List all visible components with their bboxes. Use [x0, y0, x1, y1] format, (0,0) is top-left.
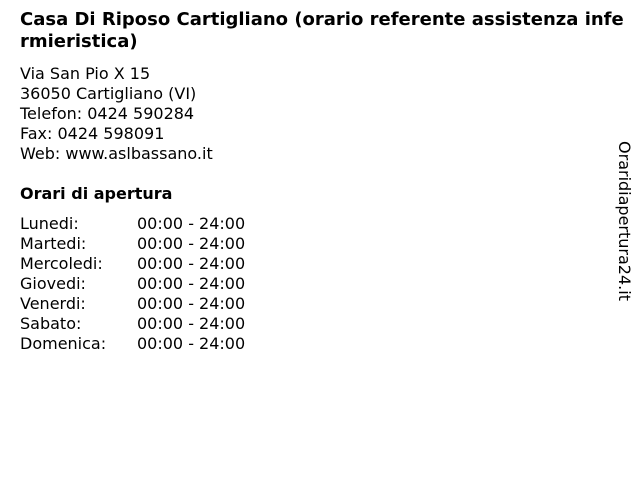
day-label: Venerdi:: [20, 294, 86, 313]
page-title: Casa Di Riposo Cartigliano (orario referente assistenza infermieristica): [20, 9, 624, 52]
day-hours: 00:00 - 24:00: [137, 214, 246, 233]
day-label: Sabato:: [20, 314, 82, 333]
day-hours: 00:00 - 24:00: [137, 314, 246, 333]
fax-number: Fax: 0424 598091: [20, 124, 165, 143]
address-block: [20, 64, 213, 164]
day-label: Domenica:: [20, 334, 107, 353]
hours-row: [20, 234, 245, 254]
day-label: Lunedi:: [20, 214, 79, 233]
hours-row: [20, 314, 245, 334]
watermark-text: Oraridiapertura24.it: [615, 141, 634, 301]
website: Web: www.aslbassano.it: [20, 144, 213, 163]
phone-number: Telefon: 0424 590284: [20, 104, 195, 123]
day-hours: 00:00 - 24:00: [137, 294, 246, 313]
hours-row: [20, 254, 245, 274]
hours-row: [20, 214, 245, 234]
day-hours: 00:00 - 24:00: [137, 274, 246, 293]
opening-hours-table: [20, 214, 245, 354]
street-address: Via San Pio X 15: [20, 64, 151, 83]
day-label: Mercoledi:: [20, 254, 103, 273]
watermark: [611, 133, 637, 309]
hours-row: [20, 294, 245, 314]
hours-row: [20, 274, 245, 294]
day-hours: 00:00 - 24:00: [137, 234, 246, 253]
hours-row: [20, 334, 245, 354]
day-hours: 00:00 - 24:00: [137, 334, 246, 353]
city-address: 36050 Cartigliano (VI): [20, 84, 197, 103]
day-label: Giovedi:: [20, 274, 86, 293]
day-hours: 00:00 - 24:00: [137, 254, 246, 273]
day-label: Martedi:: [20, 234, 87, 253]
hours-heading: Orari di apertura: [20, 184, 173, 203]
